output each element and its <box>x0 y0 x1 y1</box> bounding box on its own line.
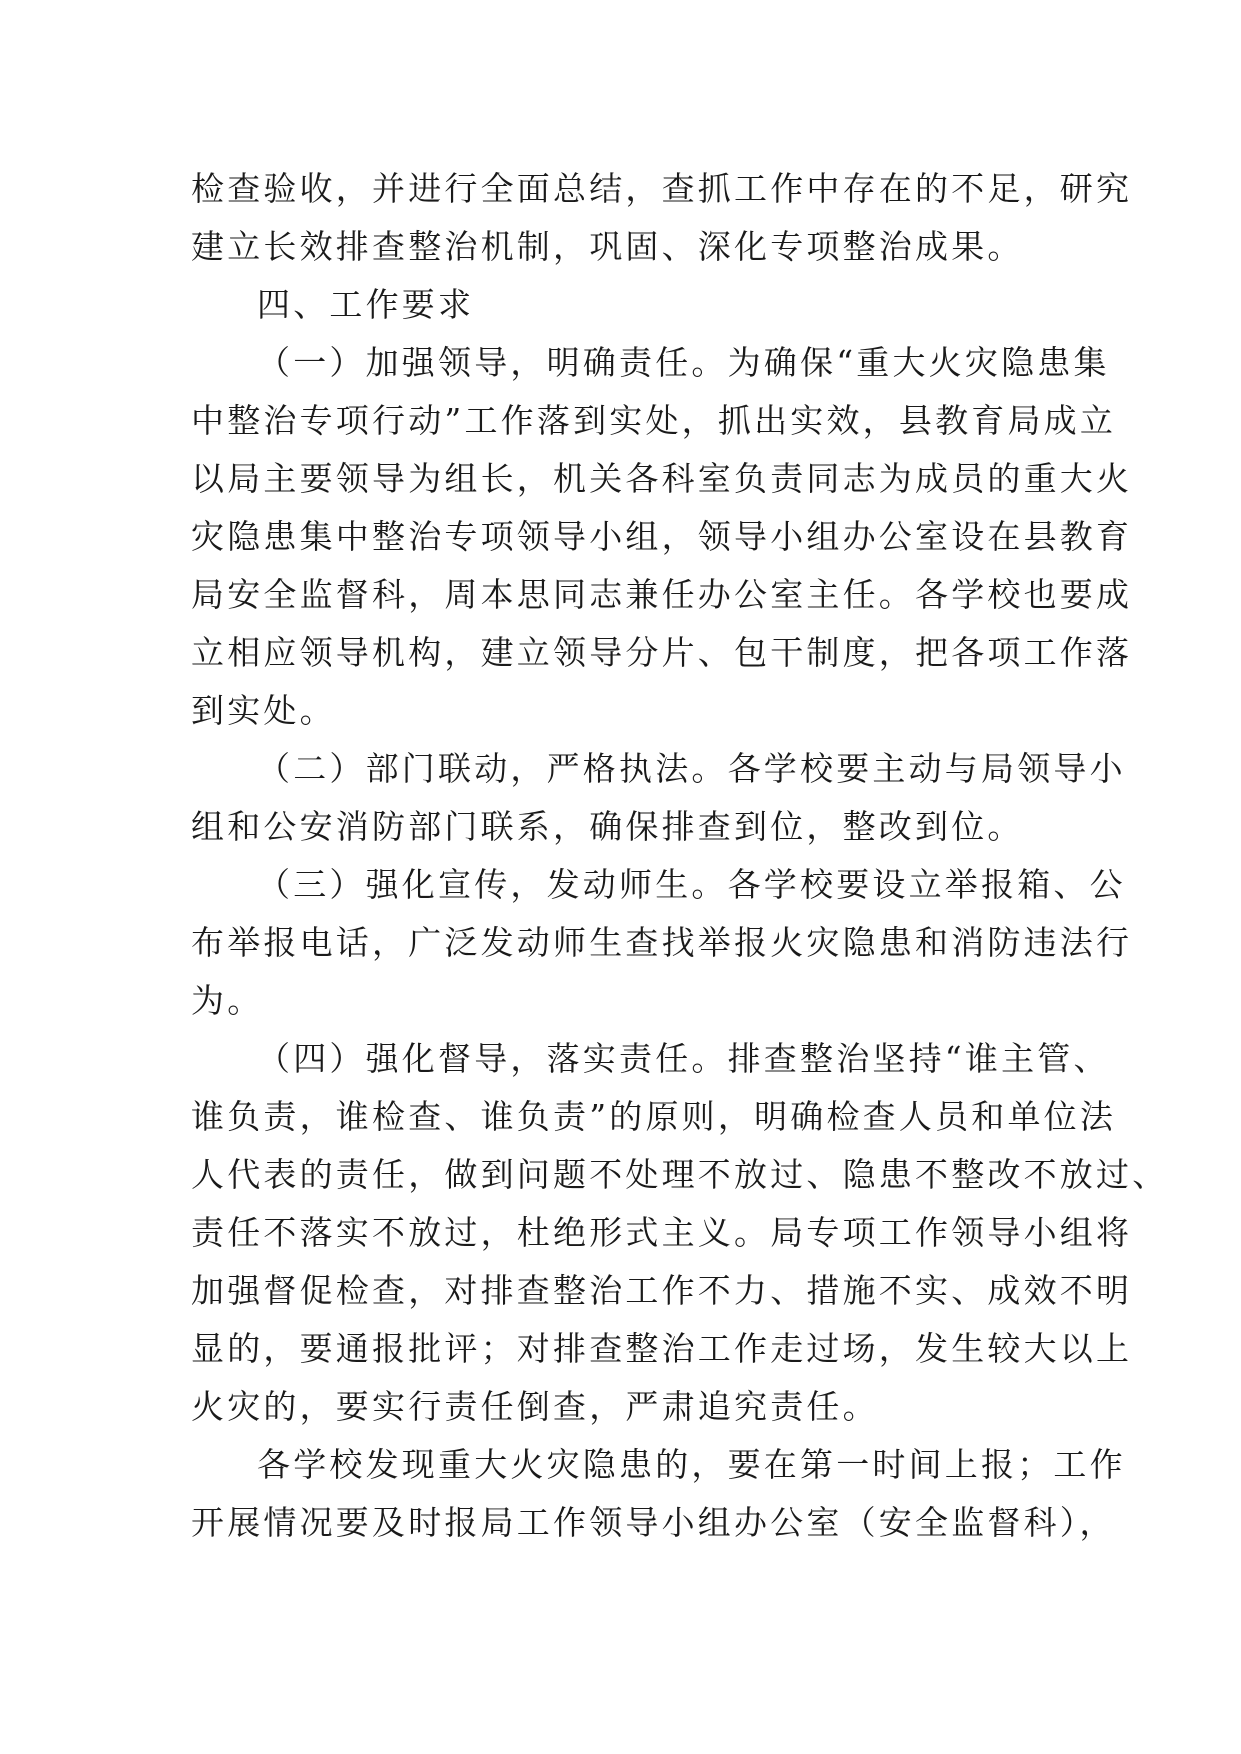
section-heading: 四、工作要求 <box>257 285 475 324</box>
text-line: 中整治专项行动”工作落到实处，抓出实效，县教育局成立 <box>191 401 1117 440</box>
text-line: 谁负责，谁检查、谁负责”的原则，明确检查人员和单位法 <box>191 1097 1117 1136</box>
text-line: （四）强化督导，落实责任。排查整治坚持“谁主管、 <box>257 1039 1110 1078</box>
text-line: 为。 <box>191 981 264 1020</box>
text-line: 建立长效排查整治机制，巩固、深化专项整治成果。 <box>191 227 1024 266</box>
text-line: 布举报电话，广泛发动师生查找举报火灾隐患和消防违法行 <box>191 923 1133 962</box>
text-line: 火灾的，要实行责任倒查，严肃追究责任。 <box>191 1387 879 1426</box>
text-line: （一）加强领导，明确责任。为确保“重大火灾隐患集 <box>257 343 1110 382</box>
text-line: 开展情况要及时报局工作领导小组办公室（安全监督科）， <box>191 1503 1116 1542</box>
text-line: 显的，要通报批评；对排查整治工作走过场，发生较大以上 <box>191 1329 1133 1368</box>
text-line: 局安全监督科，周本思同志兼任办公室主任。各学校也要成 <box>191 575 1133 614</box>
text-line: 各学校发现重大火灾隐患的，要在第一时间上报；工作 <box>257 1445 1126 1484</box>
text-line: 立相应领导机构，建立领导分片、包干制度，把各项工作落 <box>191 633 1133 672</box>
text-line: 到实处。 <box>191 691 336 730</box>
text-line: 灾隐患集中整治专项领导小组，领导小组办公室设在县教育 <box>191 517 1133 556</box>
text-line: 组和公安消防部门联系，确保排查到位，整改到位。 <box>191 807 1024 846</box>
text-line: 加强督促检查，对排查整治工作不力、措施不实、成效不明 <box>191 1271 1133 1310</box>
text-line: 以局主要领导为组长，机关各科室负责同志为成员的重大火 <box>191 459 1133 498</box>
text-line: （二）部门联动，严格执法。各学校要主动与局领导小 <box>257 749 1126 788</box>
text-line: 责任不落实不放过，杜绝形式主义。局专项工作领导小组将 <box>191 1213 1133 1252</box>
document-body <box>191 160 1169 1552</box>
text-line: 人代表的责任，做到问题不处理不放过、隐患不整改不放过、 <box>191 1155 1169 1194</box>
text-line: 检查验收，并进行全面总结，查抓工作中存在的不足，研究 <box>191 169 1133 208</box>
text-line: （三）强化宣传，发动师生。各学校要设立举报箱、公 <box>257 865 1126 904</box>
